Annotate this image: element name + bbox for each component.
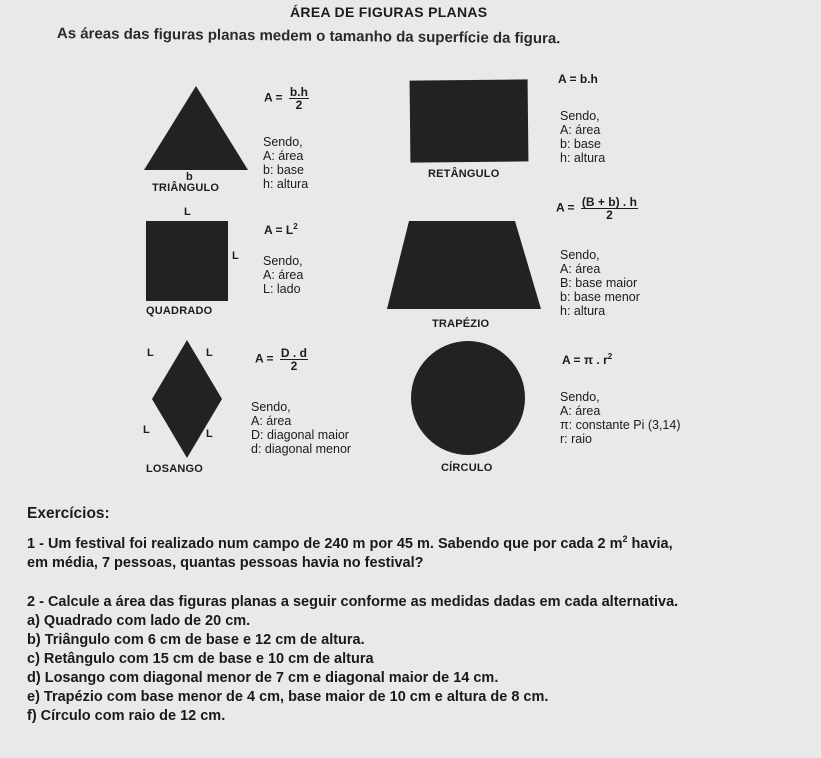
rhombus-def-area: A: área [251,414,292,428]
rhombus-side-label-tr: L [206,347,213,359]
exercise-1-text-a: 1 - Um festival foi realizado num campo de 240 m por 45 m. Sabendo que por cada 2 m [27,535,623,552]
rhombus-formula-numerator: D . d [280,346,307,360]
exercise-1-line-2: em média, 7 pessoas, quantas pessoas havia no festival? [27,554,424,571]
trapezoid-sendo: Sendo, [560,248,600,262]
square-sendo: Sendo, [263,254,303,268]
exercise-1-exponent: 2 [622,534,628,544]
page-title: ÁREA DE FIGURAS PLANAS [290,4,488,20]
triangle-def-area: A: área [263,149,304,163]
circle-def-radius: r: raio [560,432,592,446]
triangle-formula [264,86,309,111]
triangle-def-height: h: altura [263,177,309,191]
circle-sendo: Sendo, [560,390,600,404]
exercise-2-prompt: 2 - Calcule a área das figuras planas a seguir conforme as medidas dadas em cada alternativa. [27,594,679,610]
circle-def-pi: π: constante Pi (3,14) [560,418,681,432]
square-formula-lhs: A = L [264,223,294,237]
rectangle-def-height: h: altura [560,151,606,165]
circle-def-area: A: área [560,404,601,418]
triangle-formula-numerator: b.h [289,85,308,99]
triangle-name: TRIÂNGULO [152,182,220,194]
circle-formula-exponent: 2 [607,352,613,361]
triangle-base-label: b [186,171,193,183]
trapezoid-def-small-base: b: base menor [560,290,640,304]
rectangle-formula: A = b.h [558,72,598,86]
triangle-definitions [263,135,308,191]
circle-definitions [560,390,681,446]
triangle-formula-denominator: 2 [295,98,303,112]
square-top-label: L [184,206,191,218]
trapezoid-def-area: A: área [560,262,601,276]
rhombus-side-label-tl: L [147,347,154,359]
square-formula [264,222,298,237]
exercise-2-item-e: e) Trapézio com base menor de 4 cm, base maior de 10 cm e altura de 8 cm. [27,689,549,705]
rectangle-definitions [560,109,605,165]
exercise-2-item-b: b) Triângulo com 6 cm de base e 12 cm de altura. [27,632,365,648]
rhombus-formula [255,347,308,372]
triangle-def-base: b: base [263,163,305,177]
rhombus-formula-lhs: A = [255,351,274,366]
rectangle-sendo: Sendo, [560,109,600,123]
triangle-formula-lhs: A = [264,90,283,105]
square-right-label: L [232,250,239,262]
trapezoid-name: TRAPÉZIO [432,318,490,330]
triangle-sendo: Sendo, [263,135,303,149]
trapezoid-formula-numerator: (B + b) . h [581,195,637,209]
rhombus-side-label-br: L [206,428,213,440]
exercise-1 [27,530,817,573]
rhombus-sendo: Sendo, [251,400,291,414]
trapezoid-formula-denominator: 2 [606,208,613,222]
square-def-side: L: lado [263,282,301,296]
trapezoid-def-big-base: B: base maior [560,276,638,290]
exercise-1-line-1 [27,530,817,554]
trapezoid-def-height: h: altura [560,304,606,318]
square-def-area: A: área [263,268,304,282]
trapezoid-shape [387,221,541,309]
exercise-1-text-b: havia, [627,535,673,552]
circle-shape [411,341,525,455]
rhombus-formula-denominator: 2 [290,359,298,373]
trapezoid-definitions [560,248,640,318]
triangle-shape [144,86,248,170]
exercise-2-item-f: f) Círculo com raio de 12 cm. [27,708,226,724]
rhombus-name: LOSANGO [146,463,204,475]
rectangle-def-area: A: área [560,123,601,137]
rectangle-def-base: b: base [560,137,602,151]
square-formula-exponent: 2 [293,222,298,231]
trapezoid-formula-lhs: A = [556,200,575,215]
rectangle-name: RETÂNGULO [428,168,500,180]
square-name: QUADRADO [146,305,213,317]
rhombus-def-big-diagonal: D: diagonal maior [251,428,349,442]
square-shape [146,221,228,301]
square-definitions [263,254,303,296]
exercise-2 [27,593,817,726]
circle-name: CÍRCULO [441,462,493,474]
exercise-2-item-a: a) Quadrado com lado de 20 cm. [27,613,251,629]
exercises-heading: Exercícios: [27,505,110,522]
rectangle-shape [410,79,529,162]
exercise-2-item-c: c) Retângulo com 15 cm de base e 10 cm de altura [27,651,374,667]
rhombus-side-label-bl: L [143,424,150,436]
trapezoid-formula [556,196,638,221]
circle-formula [562,352,612,367]
intro-text: As áreas das figuras planas medem o tamanho da superfície da figura. [56,25,561,48]
circle-formula-lhs: A = π . r [562,353,608,367]
rhombus-definitions [251,400,351,456]
rhombus-def-small-diagonal: d: diagonal menor [251,442,352,456]
exercise-2-item-d: d) Losango com diagonal menor de 7 cm e diagonal maior de 14 cm. [27,670,499,686]
